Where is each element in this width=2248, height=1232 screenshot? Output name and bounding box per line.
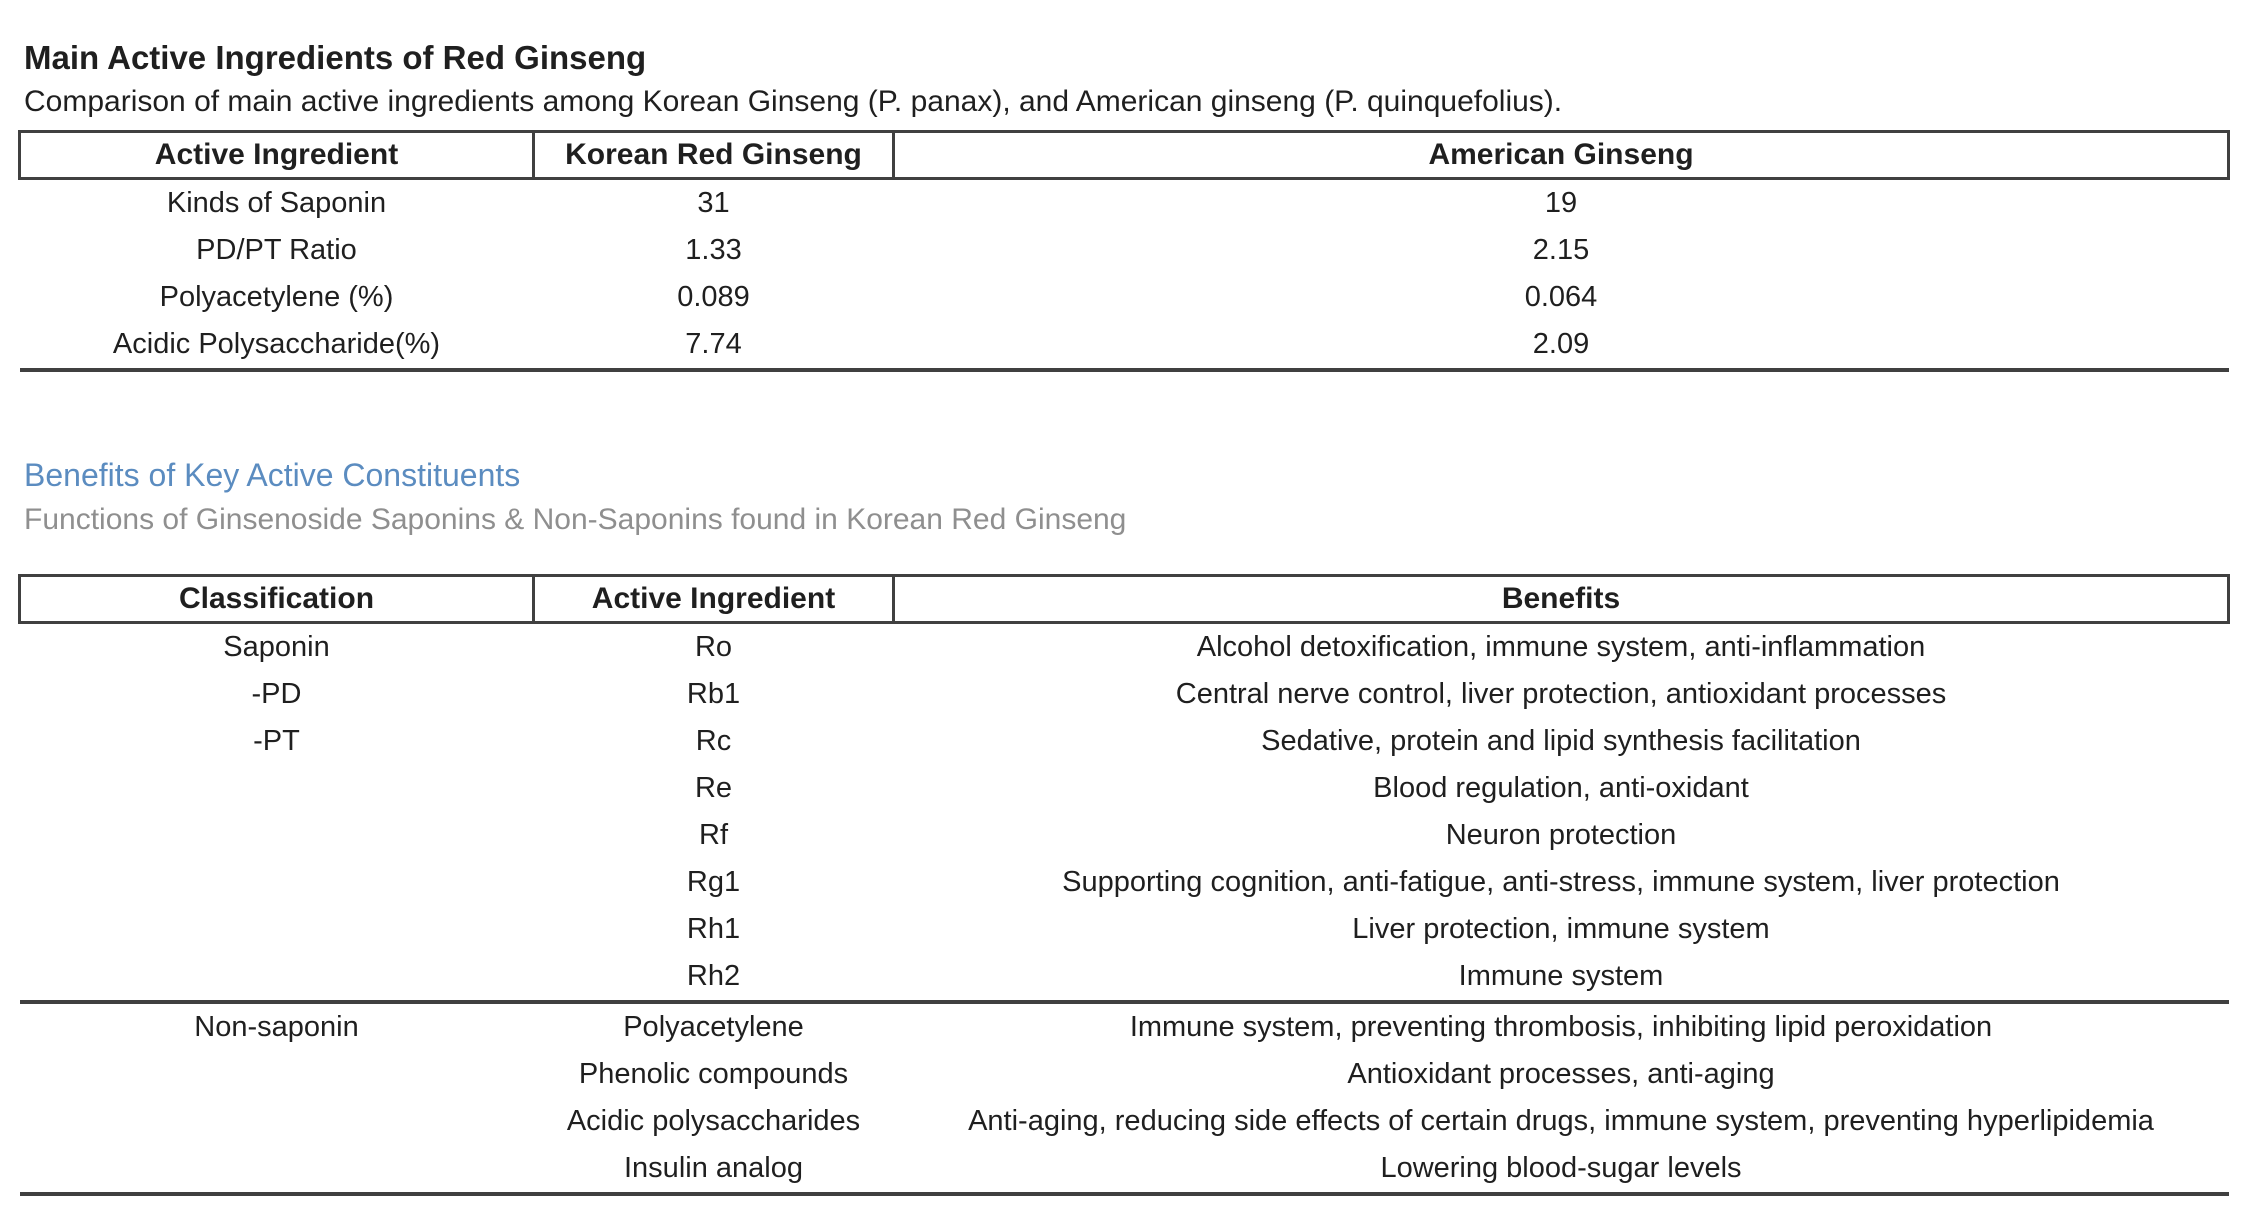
section-benefits xyxy=(18,456,2230,1196)
column-header-classification: Classification xyxy=(20,575,534,622)
ingredient-cell: Ro xyxy=(694,630,733,663)
benefits-cell: Liver protection, immune system xyxy=(1352,912,1770,945)
ingredient-cell: Polyacetylene xyxy=(534,1002,894,1051)
column-header-active-ingredient: Active Ingredient xyxy=(534,575,894,622)
table-row xyxy=(20,859,2229,906)
benefits-cell: Anti-aging, reducing side effects of certain drugs, immune system, preventing hyperlipidemia xyxy=(968,1104,2154,1137)
benefits-table xyxy=(18,574,2230,1196)
classification-cell: Saponin xyxy=(223,630,330,663)
classification-cell xyxy=(20,1145,534,1194)
benefits-cell: Blood regulation, anti-oxidant xyxy=(1373,771,1749,804)
table-header xyxy=(20,131,2229,178)
korean-value-cell: 7.74 xyxy=(534,321,894,370)
ingredient-cell: Acidic polysaccharides xyxy=(566,1104,861,1137)
ingredient-cell: Polyacetylene (%) xyxy=(159,280,394,313)
classification-cell xyxy=(20,1098,534,1145)
table-row xyxy=(20,953,2229,1002)
korean-value-cell: 31 xyxy=(697,186,730,219)
section2-subtitle: Functions of Ginsenoside Saponins & Non-Saponins found in Korean Red Ginseng xyxy=(24,502,1127,536)
table-row xyxy=(20,321,2229,370)
benefits-cell: Lowering blood-sugar levels xyxy=(894,1145,2229,1194)
korean-value-cell: 1.33 xyxy=(685,233,742,266)
ingredient-cell: Rb1 xyxy=(686,677,741,710)
classification-cell: -PT xyxy=(253,724,300,757)
table-header xyxy=(20,575,2229,622)
ingredient-cell: Rg1 xyxy=(686,865,741,898)
benefits-cell: Immune system, preventing thrombosis, inhibiting lipid peroxidation xyxy=(894,1002,2229,1051)
ingredient-cell: Rh1 xyxy=(686,912,741,945)
table-row xyxy=(20,1002,2229,1051)
ingredient-cell: PD/PT Ratio xyxy=(196,233,357,266)
ingredient-cell: Phenolic compounds xyxy=(578,1057,849,1090)
american-value-cell: 2.15 xyxy=(1532,233,1590,266)
table-row xyxy=(20,227,2229,274)
classification-cell xyxy=(20,765,534,812)
saponin-group xyxy=(20,622,2229,1002)
table-header-row xyxy=(20,575,2229,622)
column-header-benefits: Benefits xyxy=(894,575,2229,622)
column-header-korean-red-ginseng: Korean Red Ginseng xyxy=(534,131,894,178)
classification-cell: -PD xyxy=(251,677,302,710)
ingredient-cell: Rc xyxy=(695,724,732,757)
classification-cell xyxy=(20,812,534,859)
benefits-cell: Supporting cognition, anti-fatigue, anti-stress, immune system, liver protection xyxy=(1062,865,2060,898)
table-row xyxy=(20,812,2229,859)
classification-cell xyxy=(20,953,534,1002)
benefits-cell: Neuron protection xyxy=(1445,818,1677,851)
section2-title: Benefits of Key Active Constituents xyxy=(24,456,521,493)
classification-cell xyxy=(20,906,534,953)
benefits-cell: Immune system xyxy=(1458,959,1664,992)
column-header-active-ingredient: Active Ingredient xyxy=(20,131,534,178)
table-row xyxy=(20,1145,2229,1194)
benefits-cell: Antioxidant processes, anti-aging xyxy=(1347,1057,1775,1090)
ingredient-cell: Rf xyxy=(699,818,728,851)
classification-cell: Non-saponin xyxy=(20,1002,534,1051)
main-ingredients-table xyxy=(18,130,2230,372)
non-saponin-group xyxy=(20,1002,2229,1194)
ingredient-cell: Rh2 xyxy=(686,959,741,992)
american-value-cell: 0.064 xyxy=(1524,280,1598,313)
table-row xyxy=(20,1051,2229,1098)
section-main-ingredients xyxy=(18,38,2230,372)
classification-cell xyxy=(20,1051,534,1098)
table-row xyxy=(20,671,2229,718)
benefits-cell: Sedative, protein and lipid synthesis facilitation xyxy=(1261,724,1861,757)
table-row xyxy=(20,178,2229,227)
classification-cell xyxy=(20,859,534,906)
table-row xyxy=(20,622,2229,671)
column-header-american-ginseng: American Ginseng xyxy=(894,131,2229,178)
american-value-cell: 2.09 xyxy=(894,321,2229,370)
benefits-cell: Alcohol detoxification, immune system, anti-inflammation xyxy=(1196,630,1926,663)
benefits-cell: Central nerve control, liver protection, antioxidant processes xyxy=(1175,677,1947,710)
table-row xyxy=(20,718,2229,765)
table-row xyxy=(20,765,2229,812)
table-row xyxy=(20,906,2229,953)
section1-subtitle: Comparison of main active ingredients among Korean Ginseng (P. panax), and American ginseng (P. quinquefolius). xyxy=(24,84,1563,118)
table-row xyxy=(20,274,2229,321)
ingredient-cell: Kinds of Saponin xyxy=(166,186,387,219)
ingredient-cell: Insulin analog xyxy=(534,1145,894,1194)
american-value-cell: 19 xyxy=(1544,186,1578,219)
table-body xyxy=(20,178,2229,370)
ingredient-cell: Acidic Polysaccharide(%) xyxy=(20,321,534,370)
korean-value-cell: 0.089 xyxy=(677,280,750,313)
table-header-row xyxy=(20,131,2229,178)
section1-title: Main Active Ingredients of Red Ginseng xyxy=(24,39,647,76)
table-row xyxy=(20,1098,2229,1145)
ingredient-cell: Re xyxy=(694,771,733,804)
